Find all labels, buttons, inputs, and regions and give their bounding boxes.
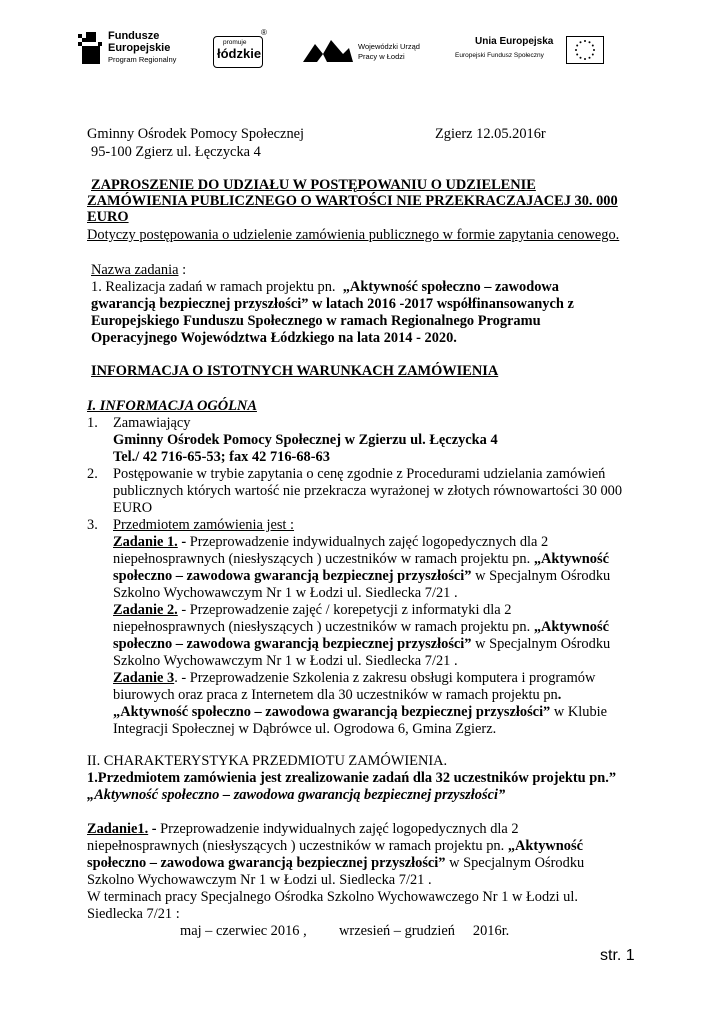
section2-heading: II. CHARAKTERYSTYKA PRZEDMIOTU ZAMÓWIENIA. bbox=[87, 753, 448, 769]
task-line4: Operacyjnego Województwa Łódzkiego na lata 2014 - 2020. bbox=[91, 330, 457, 346]
conditions-heading: INFORMACJA O ISTOTNYCH WARUNKACH ZAMÓWIENIA bbox=[91, 363, 499, 379]
task-label-line bbox=[91, 262, 186, 279]
s2-zadanie1-line1 bbox=[87, 821, 519, 838]
title-line2: ZAMÓWIENIA PUBLICZNEGO O WARTOŚCI NIE PRZEKRACZAJACEJ 30. 000 bbox=[87, 193, 618, 209]
task-label-colon: : bbox=[178, 262, 187, 278]
zadanie2-line1 bbox=[113, 602, 511, 619]
zadanie3-text: . - Przeprowadzenie Szkolenia z zakresu obsługi komputera i programów bbox=[174, 670, 596, 686]
sender-name: Gminny Ośrodek Pomocy Społecznej bbox=[87, 126, 305, 142]
s2-zadanie1-text: Przeprowadzenie indywidualnych zajęć logopedycznych dla 2 bbox=[156, 821, 519, 837]
page-number: str. 1 bbox=[600, 947, 635, 964]
s2-zadanie1-line3 bbox=[87, 855, 584, 872]
task-line3: Europejskiego Funduszu Społecznego w ramach Regionalnego Programu bbox=[91, 313, 541, 329]
s2-zadanie1-line3-bold: społeczno – zawodowa gwarancją bezpiecznej przyszłości” bbox=[87, 855, 446, 871]
zadanie2-label: Zadanie 2. bbox=[113, 602, 178, 618]
s2-zadanie1-line4: Szkolno Wychowawczym Nr 1 w Łodzi ul. Siedlecka 7/21 . bbox=[87, 872, 432, 888]
section1-heading: I. INFORMACJA OGÓLNA bbox=[87, 398, 257, 414]
sender-address: 95-100 Zgierz ul. Łęczycka 4 bbox=[91, 144, 261, 160]
task-label: Nazwa zadania bbox=[91, 262, 179, 278]
lodz-small-text: promuje bbox=[223, 39, 247, 46]
s2-zadanie1-line2 bbox=[87, 838, 583, 855]
fe-line1: Fundusze bbox=[108, 30, 160, 42]
logo-fundusze-europejskie bbox=[78, 28, 188, 72]
place-date: Zgierz 12.05.2016r bbox=[435, 126, 546, 142]
title-line3: EURO bbox=[87, 209, 129, 225]
wup-line2: Pracy w Łodzi bbox=[358, 52, 405, 61]
lodz-big-text: łódzkie bbox=[217, 46, 262, 61]
zadanie3-line3-bold: „Aktywność społeczno – zawodowa gwarancją bezpiecznej przyszłości” bbox=[113, 704, 551, 720]
wup-mountains-icon bbox=[303, 40, 353, 62]
zadanie3-line4: Integracji Społecznej w Dąbrówce ul. Ogrodowa 6, Gmina Zgierz. bbox=[113, 721, 497, 737]
task-line1-plain: 1. Realizacja zadań w ramach projektu pn. bbox=[91, 279, 336, 295]
item3-label: Przedmiotem zamówienia jest : bbox=[113, 517, 295, 533]
terms-dates: maj – czerwiec 2016 , wrzesień – grudzień 2016r. bbox=[180, 923, 510, 939]
zadanie1-line3 bbox=[113, 568, 610, 585]
ue-line2: Europejski Fundusz Społeczny bbox=[455, 52, 544, 59]
section2-line1: 1.Przedmiotem zamówienia jest zrealizowanie zadań dla 32 uczestników projektu pn.” bbox=[87, 770, 617, 786]
logo-unia-europejska bbox=[455, 28, 605, 72]
zadanie2-line2-bold: „Aktywność bbox=[533, 619, 609, 635]
zadanie2-line4: Szkolno Wychowawczym Nr 1 w Łodzi ul. Siedlecka 7/21 . bbox=[113, 653, 458, 669]
s2-zadanie1-line2-plain: niepełnosprawnych (niesłyszących ) uczestników w ramach projektu pn. bbox=[87, 838, 505, 854]
title-subtitle: Dotyczy postępowania o udzielenie zamówienia publicznego w formie zapytania cenowego. bbox=[87, 227, 620, 243]
zadanie3-line2 bbox=[113, 687, 561, 704]
zadanie2-line3-bold: społeczno – zawodowa gwarancją bezpiecznej przyszłości” bbox=[113, 636, 472, 652]
section2-line2: „Aktywność społeczno – zawodowa gwarancją bezpiecznej przyszłości” bbox=[87, 787, 506, 803]
zadanie3-line1 bbox=[113, 670, 595, 687]
zadanie3-line3-plain: w Klubie bbox=[550, 704, 608, 720]
zadanie3-line3 bbox=[113, 704, 607, 721]
zadanie1-line2-bold: „Aktywność bbox=[533, 551, 609, 567]
item2-line3: EURO bbox=[113, 500, 153, 516]
fe-line2: Europejskie bbox=[108, 42, 171, 54]
zadanie3-line2-dot: . bbox=[557, 687, 562, 703]
ue-line1: Unia Europejska bbox=[475, 36, 554, 47]
zadanie2-line3-plain: w Specjalnym Ośrodku bbox=[471, 636, 611, 652]
item1-name: Gminny Ośrodek Pomocy Społecznej w Zgierzu ul. Łęczycka 4 bbox=[113, 432, 498, 448]
zadanie2-line2 bbox=[113, 619, 609, 636]
s2-zadanie1-dash: - bbox=[148, 821, 157, 837]
zadanie1-text: Przeprowadzenie indywidualnych zajęć logopedycznych dla 2 bbox=[189, 534, 549, 550]
fundusze-europejskie-icon bbox=[78, 32, 104, 66]
zadanie2-line2-plain: niepełnosprawnych (niesłyszących ) uczestników w ramach projektu pn. bbox=[113, 619, 531, 635]
item1-number: 1. bbox=[87, 415, 98, 431]
zadanie1-dash: - bbox=[177, 534, 190, 550]
zadanie1-label: Zadanie 1. bbox=[113, 534, 178, 550]
s2-zadanie1-label: Zadanie1. bbox=[87, 821, 149, 837]
zadanie2-text: - Przeprowadzenie zajęć / korepetycji z informatyki dla 2 bbox=[177, 602, 512, 618]
logo-promuje-lodzkie bbox=[213, 28, 271, 72]
zadanie1-line1 bbox=[113, 534, 548, 551]
item2-number: 2. bbox=[87, 466, 98, 482]
item1-label: Zamawiający bbox=[113, 415, 191, 431]
s2-zadanie1-line2-bold: „Aktywność bbox=[507, 838, 583, 854]
task-line1-bold: „Aktywność społeczno – zawodowa bbox=[342, 279, 559, 295]
zadanie2-line3 bbox=[113, 636, 610, 653]
task-line2: gwarancją bezpiecznej przyszłości” w latach 2016 -2017 współfinansowanych z bbox=[91, 296, 574, 312]
zadanie3-label: Zadanie 3 bbox=[113, 670, 175, 686]
zadanie1-line3-plain: w Specjalnym Ośrodku bbox=[471, 568, 611, 584]
wup-line1: Wojewódzki Urząd bbox=[358, 42, 420, 51]
logo-wup-lodz bbox=[303, 28, 433, 72]
zadanie1-line3-bold: społeczno – zawodowa gwarancją bezpiecznej przyszłości” bbox=[113, 568, 472, 584]
title-line1: ZAPROSZENIE DO UDZIAŁU W POSTĘPOWANIU O UDZIELENIE bbox=[91, 177, 536, 193]
terms-line1: W terminach pracy Specjalnego Ośrodka Szkolno Wychowawczego Nr 1 w Łodzi ul. bbox=[87, 889, 578, 905]
eu-flag-icon bbox=[566, 36, 604, 64]
zadanie1-line2 bbox=[113, 551, 609, 568]
s2-zadanie1-line3-plain: w Specjalnym Ośrodku bbox=[445, 855, 585, 871]
item1-phone: Tel./ 42 716-65-53; fax 42 716-68-63 bbox=[113, 449, 330, 465]
item2-line1: Postępowanie w trybie zapytania o cenę zgodnie z Procedurami udzielania zamówień bbox=[113, 466, 606, 482]
lodz-registered-mark: ® bbox=[261, 28, 267, 37]
terms-line2: Siedlecka 7/21 : bbox=[87, 906, 180, 922]
zadanie3-line2-plain: biurowych oraz praca z Internetem dla 30 uczestników w ramach projektu pn bbox=[113, 687, 558, 703]
task-line1 bbox=[91, 279, 559, 296]
zadanie1-line4: Szkolno Wychowawczym Nr 1 w Łodzi ul. Siedlecka 7/21 . bbox=[113, 585, 458, 601]
item3-number: 3. bbox=[87, 517, 98, 533]
zadanie1-line2-plain: niepełnosprawnych (niesłyszących ) uczestników w ramach projektu pn. bbox=[113, 551, 531, 567]
item2-line2: publicznych których wartość nie przekracza wyrażonej w złotych równowartości 30 000 bbox=[113, 483, 623, 499]
fe-line3: Program Regionalny bbox=[108, 55, 177, 64]
